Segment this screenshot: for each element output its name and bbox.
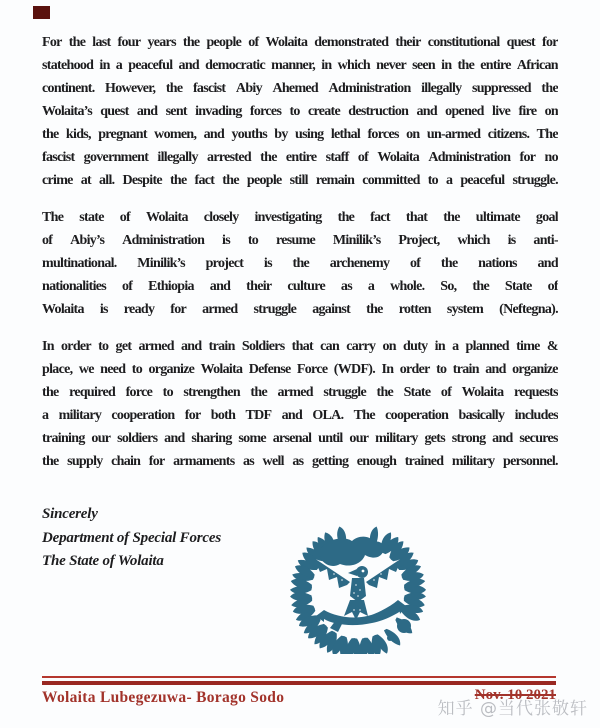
- text-line: Wolaita is ready for armed struggle against the rotten system (Neftegna).: [42, 302, 558, 317]
- signature-state: The State of Wolaita: [42, 553, 164, 569]
- footer-location: Wolaita Lubegezuwa- Borago Sodo: [42, 689, 285, 706]
- paragraph: [42, 206, 558, 321]
- text-line: a military cooperation for both TDF and OLA. The cooperation basically includes: [42, 408, 558, 423]
- footer-date: Nov. 10 2021: [474, 687, 556, 703]
- text-line: of Abiy’s Administration is to resume Minilik’s Project, which is anti-: [42, 233, 558, 248]
- text-line: continent. However, the fascist Abiy Ahemed Administration illegally suppressed the: [42, 81, 558, 96]
- body-paragraphs: [42, 31, 558, 487]
- text-line: The state of Wolaita closely investigating the fact that the ultimate goal: [42, 210, 558, 225]
- zhihu-watermark: 知乎 @当代张敬轩: [437, 699, 588, 719]
- text-line: For the last four years the people of Wolaita demonstrated their constitutional quest for: [42, 35, 558, 50]
- wreath-rosette-icon: [397, 619, 411, 633]
- text-line: the required force to strengthen the armed struggle the State of Wolaita requests: [42, 385, 558, 400]
- paragraph: [42, 335, 558, 473]
- text-line: nationalities of Ethiopia and their culture as a whole. So, the State of: [42, 279, 558, 294]
- text-line: the supply chain for armaments as well as getting enough trained military personnel.: [42, 454, 558, 469]
- paragraph: [42, 31, 558, 192]
- text-line: fascist government illegally arrested the entire staff of Wolaita Administration for no: [42, 150, 558, 165]
- text-line: crime at all. Despite the fact the people still remain committed to a peaceful struggle.: [42, 173, 558, 188]
- signature-org: Department of Special Forces: [42, 529, 221, 546]
- text-line: In order to get armed and train Soldiers that can carry on duty in a planned time &: [42, 339, 558, 354]
- text-line: training our soldiers and sharing some arsenal until our military gets strong and secures: [42, 431, 558, 446]
- footer-rule-bottom: [42, 681, 556, 685]
- text-line: the kids, pregnant women, and youths by using lethal forces on un-armed citizens. The: [42, 127, 558, 142]
- text-line: place, we need to organize Wolaita Defense Force (WDF). In order to train and organize: [42, 362, 558, 377]
- state-seal: [286, 522, 426, 654]
- text-line: multinational. Minilik’s project is the archenemy of the nations and: [42, 256, 558, 271]
- signature-closing: Sincerely: [42, 506, 98, 522]
- eagle-wreath-seal-icon: [286, 522, 426, 654]
- footer-rule-top: [42, 676, 556, 678]
- wreath-bead-icon: [387, 635, 393, 641]
- page-corner-mark: [33, 6, 50, 19]
- text-line: Wolaita’s quest and sent invading forces to create destruction and opened live fire on: [42, 104, 558, 119]
- signature-block: [42, 503, 221, 574]
- text-line: statehood in a peaceful and democratic manner, in which never seen in the entire African: [42, 58, 558, 73]
